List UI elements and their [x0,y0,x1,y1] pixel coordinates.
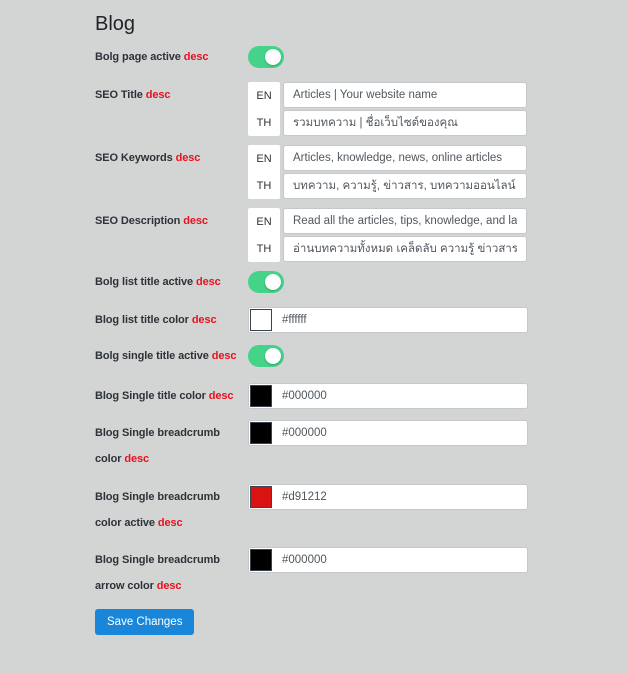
toggle-knob [265,348,281,364]
desc-link[interactable]: desc [124,453,150,465]
setting-label: Bolg list title active desc [95,276,221,288]
blog-page-active-toggle[interactable] [248,46,284,68]
setting-row-blog-page-active [95,46,627,68]
color-swatch[interactable] [250,549,272,571]
hex-value: #000000 [282,390,327,402]
desc-link[interactable]: desc [145,89,171,101]
color-swatch[interactable] [250,309,272,331]
breadcrumb-color-active-field[interactable] [248,484,528,510]
seo-title-group [248,82,527,136]
breadcrumb-color-field[interactable] [248,420,528,446]
color-swatch[interactable] [250,385,272,407]
page-title: Blog [95,13,136,35]
breadcrumb-arrow-color-field[interactable] [248,547,528,573]
blog-list-title-active-toggle[interactable] [248,271,284,293]
setting-label: Bolg page active desc [95,51,209,63]
desc-link[interactable]: desc [175,152,201,164]
setting-label: SEO Description desc [95,215,208,227]
desc-link[interactable]: desc [183,51,209,63]
setting-row-breadcrumb-color [95,420,627,472]
toggle-knob [265,274,281,290]
setting-label: SEO Keywords desc [95,152,201,164]
seo-description-th-input[interactable] [283,236,527,262]
hex-value: #d91212 [282,491,327,503]
seo-description-group [248,208,527,262]
color-swatch[interactable] [250,422,272,444]
lang-label-th: TH [256,116,272,129]
desc-link[interactable]: desc [157,517,183,529]
lang-label-en: EN [256,152,272,165]
setting-row-blog-single-title-color [95,383,627,409]
lang-label-th: TH [256,242,272,255]
desc-link[interactable]: desc [196,276,221,288]
seo-keywords-group [248,145,527,199]
blog-single-title-color-field[interactable] [248,383,528,409]
setting-row-breadcrumb-color-active [95,484,627,536]
toggle-knob [265,49,281,65]
setting-label: Blog Single breadcrumb color desc [95,427,220,465]
desc-link[interactable]: desc [183,215,208,227]
seo-title-en-input[interactable] [283,82,527,108]
desc-link[interactable]: desc [191,314,217,326]
hex-value: #000000 [282,427,327,439]
hex-value: #000000 [282,554,327,566]
lang-label-en: EN [256,89,272,102]
seo-keywords-th-input[interactable] [283,173,527,199]
save-changes-button[interactable]: Save Changes [95,609,194,635]
seo-description-en-input[interactable] [283,208,527,234]
desc-link[interactable]: desc [156,580,182,592]
lang-label-th: TH [256,179,272,192]
lang-label-en: EN [256,215,272,228]
setting-row-seo-description [95,208,627,262]
blog-single-title-active-toggle[interactable] [248,345,284,367]
color-swatch[interactable] [250,486,272,508]
desc-link[interactable]: desc [208,390,234,402]
desc-link[interactable]: desc [211,350,237,362]
language-column [248,82,280,136]
setting-label: SEO Title desc [95,89,171,101]
setting-row-blog-single-title-active [95,345,627,367]
setting-label: Bolg single title active desc [95,350,237,362]
seo-keywords-en-input[interactable] [283,145,527,171]
setting-row-seo-keywords [95,145,627,199]
hex-value: #ffffff [282,314,307,326]
setting-label: Blog Single title color desc [95,390,234,402]
setting-row-blog-list-title-active [95,271,627,293]
seo-title-th-input[interactable] [283,110,527,136]
setting-label: Blog Single breadcrumb color active desc [95,491,220,529]
setting-row-breadcrumb-arrow-color [95,547,627,599]
setting-row-seo-title [95,82,627,136]
setting-label: Blog list title color desc [95,314,217,326]
setting-label: Blog Single breadcrumb arrow color desc [95,554,220,592]
blog-list-title-color-field[interactable] [248,307,528,333]
language-column [248,208,280,262]
language-column [248,145,280,199]
setting-row-blog-list-title-color [95,307,627,333]
